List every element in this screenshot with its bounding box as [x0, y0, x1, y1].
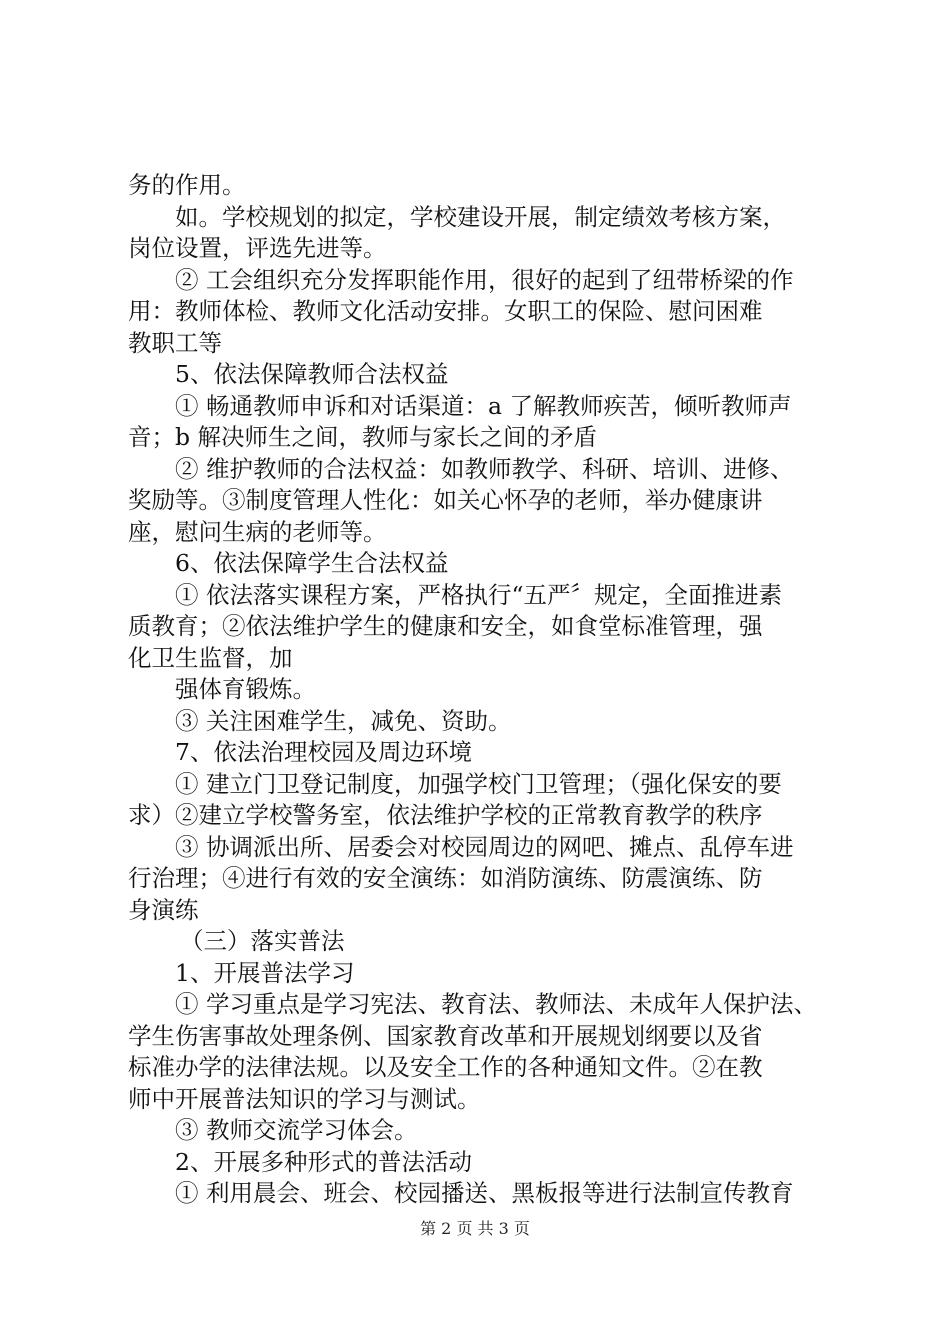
text-line: ① 建立门卫登记制度，加强学校门卫管理；（强化保安的要: [175, 769, 782, 798]
text-line: ③ 关注困难学生，减免、资助。: [175, 706, 512, 735]
text-line: 标准办学的法律法规。以及安全工作的各种通知文件。②在教: [128, 1053, 763, 1081]
text-line: ① 学习重点是学习宪法、教育法、教师法、未成年人保护法、: [175, 990, 817, 1018]
section-heading: 2、开展多种形式的普法活动: [175, 1147, 472, 1176]
text-line: ① 依法落实课程方案，严格执行“五严〞规定，全面推进素: [175, 580, 782, 609]
text-line: 身演练: [128, 895, 199, 924]
section-heading: （三）落实普法: [180, 927, 345, 955]
text-line: 奖励等。③制度管理人性化：如关心怀孕的老师，举办健康讲: [128, 486, 763, 514]
document-body: [128, 170, 836, 1210]
text-line: 学生伤害事故处理条例、国家教育改革和开展规划纲要以及省: [128, 1021, 763, 1050]
text-line: 岗位设置，评选先进等。: [128, 234, 387, 262]
text-line: 音；b 解决师生之间，教师与家长之间的矛盾: [128, 423, 598, 451]
text-line: 如。学校规划的拟定，学校建设开展，制定绩效考核方案，: [175, 202, 786, 231]
text-line: 师中开展普法知识的学习与测试。: [128, 1084, 481, 1113]
text-line: ① 畅通教师申诉和对话渠道：a 了解教师疾苦，倾听教师声: [175, 391, 792, 420]
text-line: ② 工会组织充分发挥职能作用，很好的起到了纽带桥梁的作: [175, 265, 794, 294]
text-line: ③ 协调派出所、居委会对校园周边的网吧、摊点、乱停车进: [175, 832, 794, 861]
text-line: 行治理；④进行有效的安全演练：如消防演练、防震演练、防: [128, 864, 763, 892]
text-line: 教职工等: [128, 328, 222, 357]
section-heading: 5、依法保障教师合法权益: [175, 360, 449, 388]
section-heading: 1、开展普法学习: [175, 958, 355, 987]
page-number-footer: 第 2 页 共 3 页: [420, 1219, 530, 1238]
text-line: 化卫生监督，加: [128, 643, 293, 672]
text-line: 务的作用。: [128, 171, 246, 199]
text-line: 用：教师体检、教师文化活动安排。女职工的保险、慰问困难: [128, 297, 763, 325]
section-heading: 7、依法治理校园及周边环境: [175, 738, 472, 766]
text-line: ③ 教师交流学习体会。: [175, 1116, 418, 1144]
section-heading: 6、依法保障学生合法权益: [175, 549, 449, 577]
text-line: 座，慰问生病的老师等。: [128, 517, 387, 546]
text-line: ① 利用晨会、班会、校园播送、黑板报等进行法制宣传教育: [175, 1179, 794, 1207]
text-line: 质教育；②依法维护学生的健康和安全，如食堂标准管理，强: [128, 612, 763, 640]
text-line: 求）②建立学校警务室，依法维护学校的正常教育教学的秩序: [128, 801, 763, 829]
text-line: ② 维护教师的合法权益：如教师教学、科研、培训、进修、: [175, 454, 794, 483]
text-line: 强体育锻炼。: [175, 675, 316, 703]
